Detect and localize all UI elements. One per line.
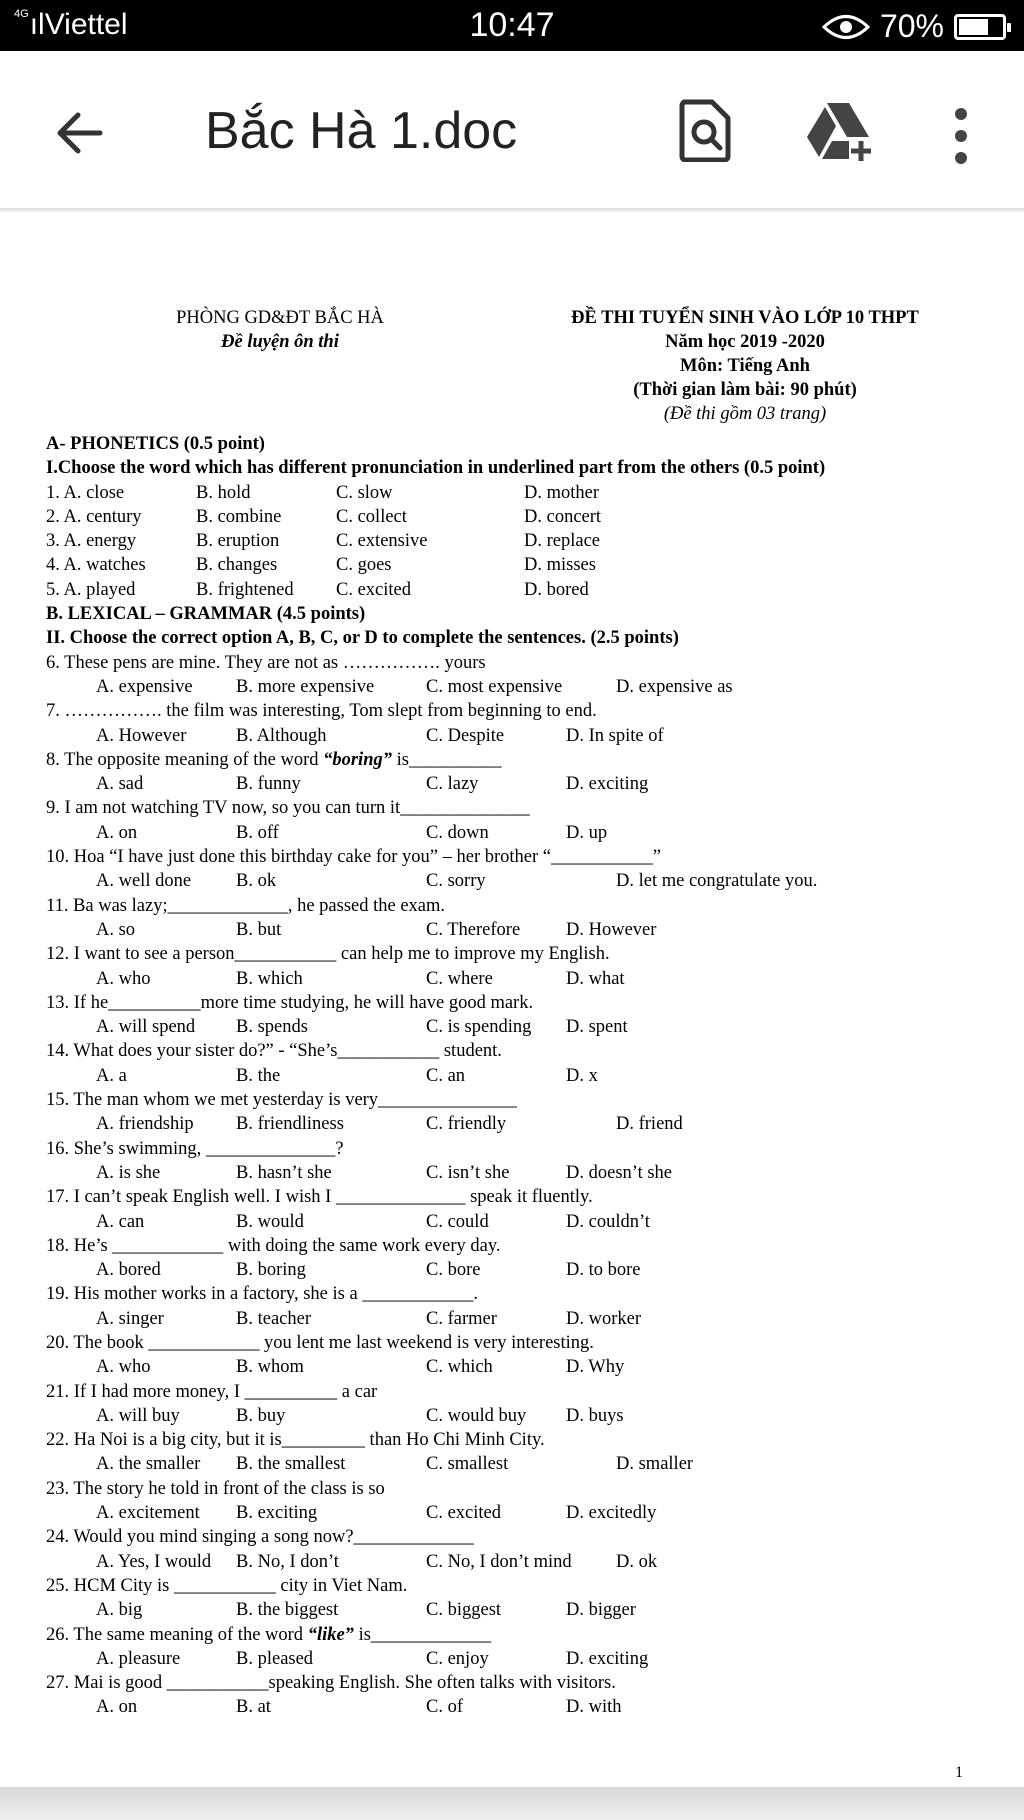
school-year: Năm học 2019 -2020 — [665, 332, 825, 352]
answer-options — [46, 967, 986, 991]
question-text: 10. Hoa “I have just done this birthday cake for you” – her brother “___________” — [46, 847, 661, 868]
answer-option: D. worker — [566, 1308, 642, 1329]
phonetics-row — [46, 553, 986, 577]
answer-option: C. smallest — [426, 1454, 509, 1475]
answer-option: C. of — [426, 1697, 463, 1718]
phonetics-option: 3. A. energy — [46, 531, 137, 552]
phonetics-option: D. mother — [524, 482, 600, 503]
signal-bars-icon: ıl — [29, 8, 45, 41]
battery-percent: 70% — [879, 8, 944, 44]
answer-options — [46, 1355, 986, 1379]
question-text: 24. Would you mind singing a song now?_____________ — [46, 1527, 474, 1548]
header-left — [100, 306, 460, 354]
find-in-document-icon[interactable] — [678, 98, 732, 162]
answer-options — [46, 1550, 986, 1574]
subject: Môn: Tiếng Anh — [680, 356, 810, 376]
answer-options — [46, 1258, 986, 1282]
question-fragment: 8. The opposite meaning of the word — [46, 749, 324, 770]
app-bar — [0, 51, 1024, 212]
answer-option: D. ok — [616, 1551, 658, 1572]
phonetics-option: C. goes — [336, 555, 392, 576]
phonetics-option: B. changes — [196, 555, 278, 576]
status-time: 10:47 — [469, 6, 555, 44]
phonetics-row — [46, 505, 986, 529]
answer-option: B. at — [236, 1697, 271, 1718]
answer-options — [46, 1210, 986, 1234]
question-text: 9. I am not watching TV now, so you can turn it______________ — [46, 798, 530, 819]
answer-options — [46, 1064, 986, 1088]
answer-option: A. a — [96, 1065, 127, 1086]
answer-option: A. excitement — [96, 1503, 200, 1524]
answer-option: B. teacher — [236, 1308, 311, 1329]
question-text: 14. What does your sister do?” - “She’s___________ student. — [46, 1041, 502, 1062]
answer-options — [46, 1501, 986, 1525]
part-instruction: II. Choose the correct option A, B, C, or D to complete the sentences. (2.5 points) — [46, 628, 679, 649]
answer-option: C. where — [426, 968, 493, 989]
phonetics-option: C. collect — [336, 506, 407, 527]
answer-option: B. ok — [236, 871, 277, 892]
question-text: 7. ……………. the film was interesting, Tom slept from beginning to end. — [46, 701, 597, 722]
document-page[interactable] — [0, 212, 1024, 1787]
answer-option: A. singer — [96, 1308, 164, 1329]
answer-option: A. pleasure — [96, 1648, 181, 1669]
answer-option: B. the biggest — [236, 1600, 339, 1621]
answer-option: A. the smaller — [96, 1454, 201, 1475]
phonetics-option: B. eruption — [196, 531, 280, 552]
answer-option: C. would buy — [426, 1405, 527, 1426]
network-type: 4G — [14, 8, 29, 20]
question-fragment: is_____________ — [353, 1624, 492, 1645]
answer-option: A. big — [96, 1600, 143, 1621]
answer-option: B. friendliness — [236, 1114, 344, 1135]
question-text: 11. Ba was lazy;_____________, he passed the exam. — [46, 895, 446, 916]
exam-title: ĐỀ THI TUYỂN SINH VÀO LỚP 10 THPT — [571, 308, 919, 328]
phonetics-list — [46, 481, 986, 602]
answer-option: B. exciting — [236, 1503, 318, 1524]
answer-option: D. up — [566, 822, 608, 843]
section-heading: A- PHONETICS (0.5 point) — [46, 434, 265, 454]
answer-option: D. friend — [616, 1114, 683, 1135]
answer-options — [46, 1647, 986, 1671]
answer-option: C. isn’t she — [426, 1162, 510, 1183]
answer-option: B. boring — [236, 1260, 306, 1281]
answer-option: A. expensive — [96, 676, 193, 697]
question-text: 19. His mother works in a factory, she is a ____________. — [46, 1284, 478, 1305]
page-count: (Đề thi gồm 03 trang) — [663, 404, 827, 424]
answer-options — [46, 1161, 986, 1185]
question-fragment: 26. The same meaning of the word — [46, 1624, 308, 1645]
answer-option: C. Therefore — [426, 919, 521, 940]
answer-options — [46, 1307, 986, 1331]
phonetics-row — [46, 481, 986, 505]
question-fragment: is__________ — [392, 749, 502, 770]
carrier-name: Viettel — [44, 8, 128, 41]
answer-option: B. funny — [236, 774, 301, 795]
answer-options — [46, 1695, 986, 1719]
answer-option: C. lazy — [426, 774, 479, 795]
keyword: “boring” — [323, 749, 392, 770]
answer-option: D. buys — [566, 1405, 624, 1426]
answer-option: D. x — [566, 1065, 598, 1086]
question-text: 17. I can’t speak English well. I wish I ______________ speak it fluently. — [46, 1187, 593, 1208]
answer-option: D. Why — [566, 1357, 625, 1378]
answer-option: C. biggest — [426, 1600, 502, 1621]
answer-option: D. to bore — [566, 1260, 641, 1281]
answer-option: A. However — [96, 725, 187, 746]
phonetics-option: D. misses — [524, 555, 596, 576]
answer-option: D. smaller — [616, 1454, 694, 1475]
answer-options — [46, 1598, 986, 1622]
phonetics-option: B. frightened — [196, 579, 294, 600]
question-text: 25. HCM City is ___________ city in Viet Nam. — [46, 1575, 408, 1596]
answer-option: B. but — [236, 919, 282, 940]
answer-option: D. exciting — [566, 774, 649, 795]
answer-option: B. whom — [236, 1357, 304, 1378]
answer-option: B. which — [236, 968, 303, 989]
answer-option: C. friendly — [426, 1114, 507, 1135]
answer-options — [46, 1015, 986, 1039]
answer-option: C. farmer — [426, 1308, 497, 1329]
question-text: 6. These pens are mine. They are not as ……………. yours — [46, 652, 486, 673]
answer-option: D. doesn’t she — [566, 1162, 673, 1183]
answer-option: C. down — [426, 822, 489, 843]
phonetics-option: 1. A. close — [46, 482, 125, 503]
answer-option: B. the — [236, 1065, 281, 1086]
answer-option: C. bore — [426, 1260, 481, 1281]
question-text: 13. If he__________more time studying, he will have good mark. — [46, 992, 534, 1013]
question-text: 22. Ha Noi is a big city, but it is_________ than Ho Chi Minh City. — [46, 1430, 545, 1451]
page-number: 1 — [955, 1764, 963, 1781]
answer-option: C. is spending — [426, 1017, 532, 1038]
answer-option: A. on — [96, 822, 138, 843]
answer-options — [46, 675, 986, 699]
answer-options — [46, 724, 986, 748]
answer-option: B. buy — [236, 1405, 286, 1426]
phonetics-option: C. excited — [336, 579, 412, 600]
answer-option: D. In spite of — [566, 725, 664, 746]
answer-option: D. exciting — [566, 1648, 649, 1669]
answer-option: B. spends — [236, 1017, 308, 1038]
section-heading: B. LEXICAL – GRAMMAR (4.5 points) — [46, 604, 366, 625]
answer-option: D. However — [566, 919, 657, 940]
answer-option: A. is she — [96, 1162, 161, 1183]
answer-option: D. spent — [566, 1017, 628, 1038]
phonetics-option: C. slow — [336, 482, 393, 503]
question-text: 21. If I had more money, I __________ a car — [46, 1381, 378, 1402]
answer-option: A. will buy — [96, 1405, 180, 1426]
bottom-edge — [0, 1787, 1024, 1820]
answer-option: C. Despite — [426, 725, 505, 746]
eye-icon — [822, 14, 870, 40]
answer-option: A. who — [96, 968, 151, 989]
answer-options — [46, 772, 986, 796]
keyword: “like” — [307, 1624, 354, 1645]
answer-option: B. Although — [236, 725, 327, 746]
question-list — [46, 651, 986, 1720]
answer-option: C. which — [426, 1357, 493, 1378]
answer-options — [46, 1452, 986, 1476]
answer-option: C. No, I don’t mind — [426, 1551, 572, 1572]
question-text — [46, 1623, 986, 1647]
answer-option: B. the smallest — [236, 1454, 346, 1475]
add-to-drive-icon[interactable] — [805, 101, 875, 163]
phonetics-row — [46, 529, 986, 553]
phonetics-option: 4. A. watches — [46, 555, 146, 576]
answer-options — [46, 918, 986, 942]
answer-option: D. excitedly — [566, 1503, 657, 1524]
question-text: 15. The man whom we met yesterday is very_______________ — [46, 1090, 517, 1111]
phonetics-option: D. replace — [524, 531, 601, 552]
phonetics-option: D. concert — [524, 506, 602, 527]
answer-option: A. on — [96, 1697, 138, 1718]
answer-option: B. more expensive — [236, 676, 375, 697]
answer-option: D. bigger — [566, 1600, 636, 1621]
answer-option: B. would — [236, 1211, 304, 1232]
phonetics-option: 5. A. played — [46, 579, 136, 600]
department-name: PHÒNG GD&ĐT BẮC HÀ — [176, 308, 384, 328]
question-text: 27. Mai is good ___________speaking English. She often talks with visitors. — [46, 1673, 616, 1694]
phonetics-option: D. bored — [524, 579, 589, 600]
question-text: 23. The story he told in front of the class is so — [46, 1478, 385, 1499]
answer-option: D. let me congratulate you. — [616, 871, 818, 892]
exam-body — [46, 432, 986, 1720]
answer-option: C. could — [426, 1211, 489, 1232]
answer-option: D. expensive as — [616, 676, 733, 697]
answer-options — [46, 821, 986, 845]
phonetics-option: B. combine — [196, 506, 282, 527]
answer-option: B. No, I don’t — [236, 1551, 339, 1572]
answer-option: B. hasn’t she — [236, 1162, 332, 1183]
part-instruction: I.Choose the word which has different pronunciation in underlined part from the others (0.5 point) — [46, 458, 826, 479]
question-text: 16. She’s swimming, ______________? — [46, 1138, 344, 1159]
answer-option: B. pleased — [236, 1648, 314, 1669]
more-vert-icon[interactable] — [950, 106, 972, 166]
answer-option: A. who — [96, 1357, 151, 1378]
answer-option: A. well done — [96, 871, 192, 892]
answer-option: A. will spend — [96, 1017, 196, 1038]
answer-option: A. bored — [96, 1260, 161, 1281]
question-text — [46, 748, 986, 772]
answer-options — [46, 1404, 986, 1428]
exam-subtitle: Đề luyện ôn thi — [221, 332, 339, 352]
question-text: 18. He’s ____________ with doing the same work every day. — [46, 1235, 501, 1256]
back-arrow-icon[interactable] — [50, 103, 110, 163]
answer-option: C. an — [426, 1065, 466, 1086]
document-title: Bắc Hà 1.doc — [205, 102, 518, 160]
answer-option: B. off — [236, 822, 279, 843]
exam-duration: (Thời gian làm bài: 90 phút) — [633, 380, 857, 400]
question-text: 20. The book ____________ you lent me last weekend is very interesting. — [46, 1332, 594, 1353]
question-text: 12. I want to see a person___________ can help me to improve my English. — [46, 944, 610, 965]
phonetics-row — [46, 578, 986, 602]
status-bar — [0, 0, 1024, 51]
answer-option: C. most expensive — [426, 676, 563, 697]
header-right — [520, 306, 970, 426]
answer-option: C. sorry — [426, 871, 486, 892]
answer-option: A. Yes, I would — [96, 1551, 212, 1572]
answer-option: D. couldn’t — [566, 1211, 650, 1232]
phonetics-option: C. extensive — [336, 531, 428, 552]
answer-option: A. so — [96, 919, 136, 940]
phonetics-option: 2. A. century — [46, 506, 142, 527]
answer-option: C. enjoy — [426, 1648, 489, 1669]
answer-option: A. friendship — [96, 1114, 194, 1135]
answer-option: C. excited — [426, 1503, 502, 1524]
answer-option: D. with — [566, 1697, 622, 1718]
answer-option: A. can — [96, 1211, 145, 1232]
answer-option: A. sad — [96, 774, 144, 795]
phonetics-option: B. hold — [196, 482, 251, 503]
answer-options — [46, 1112, 986, 1136]
battery-icon — [954, 14, 1006, 40]
answer-options — [46, 869, 986, 893]
answer-option: D. what — [566, 968, 625, 989]
